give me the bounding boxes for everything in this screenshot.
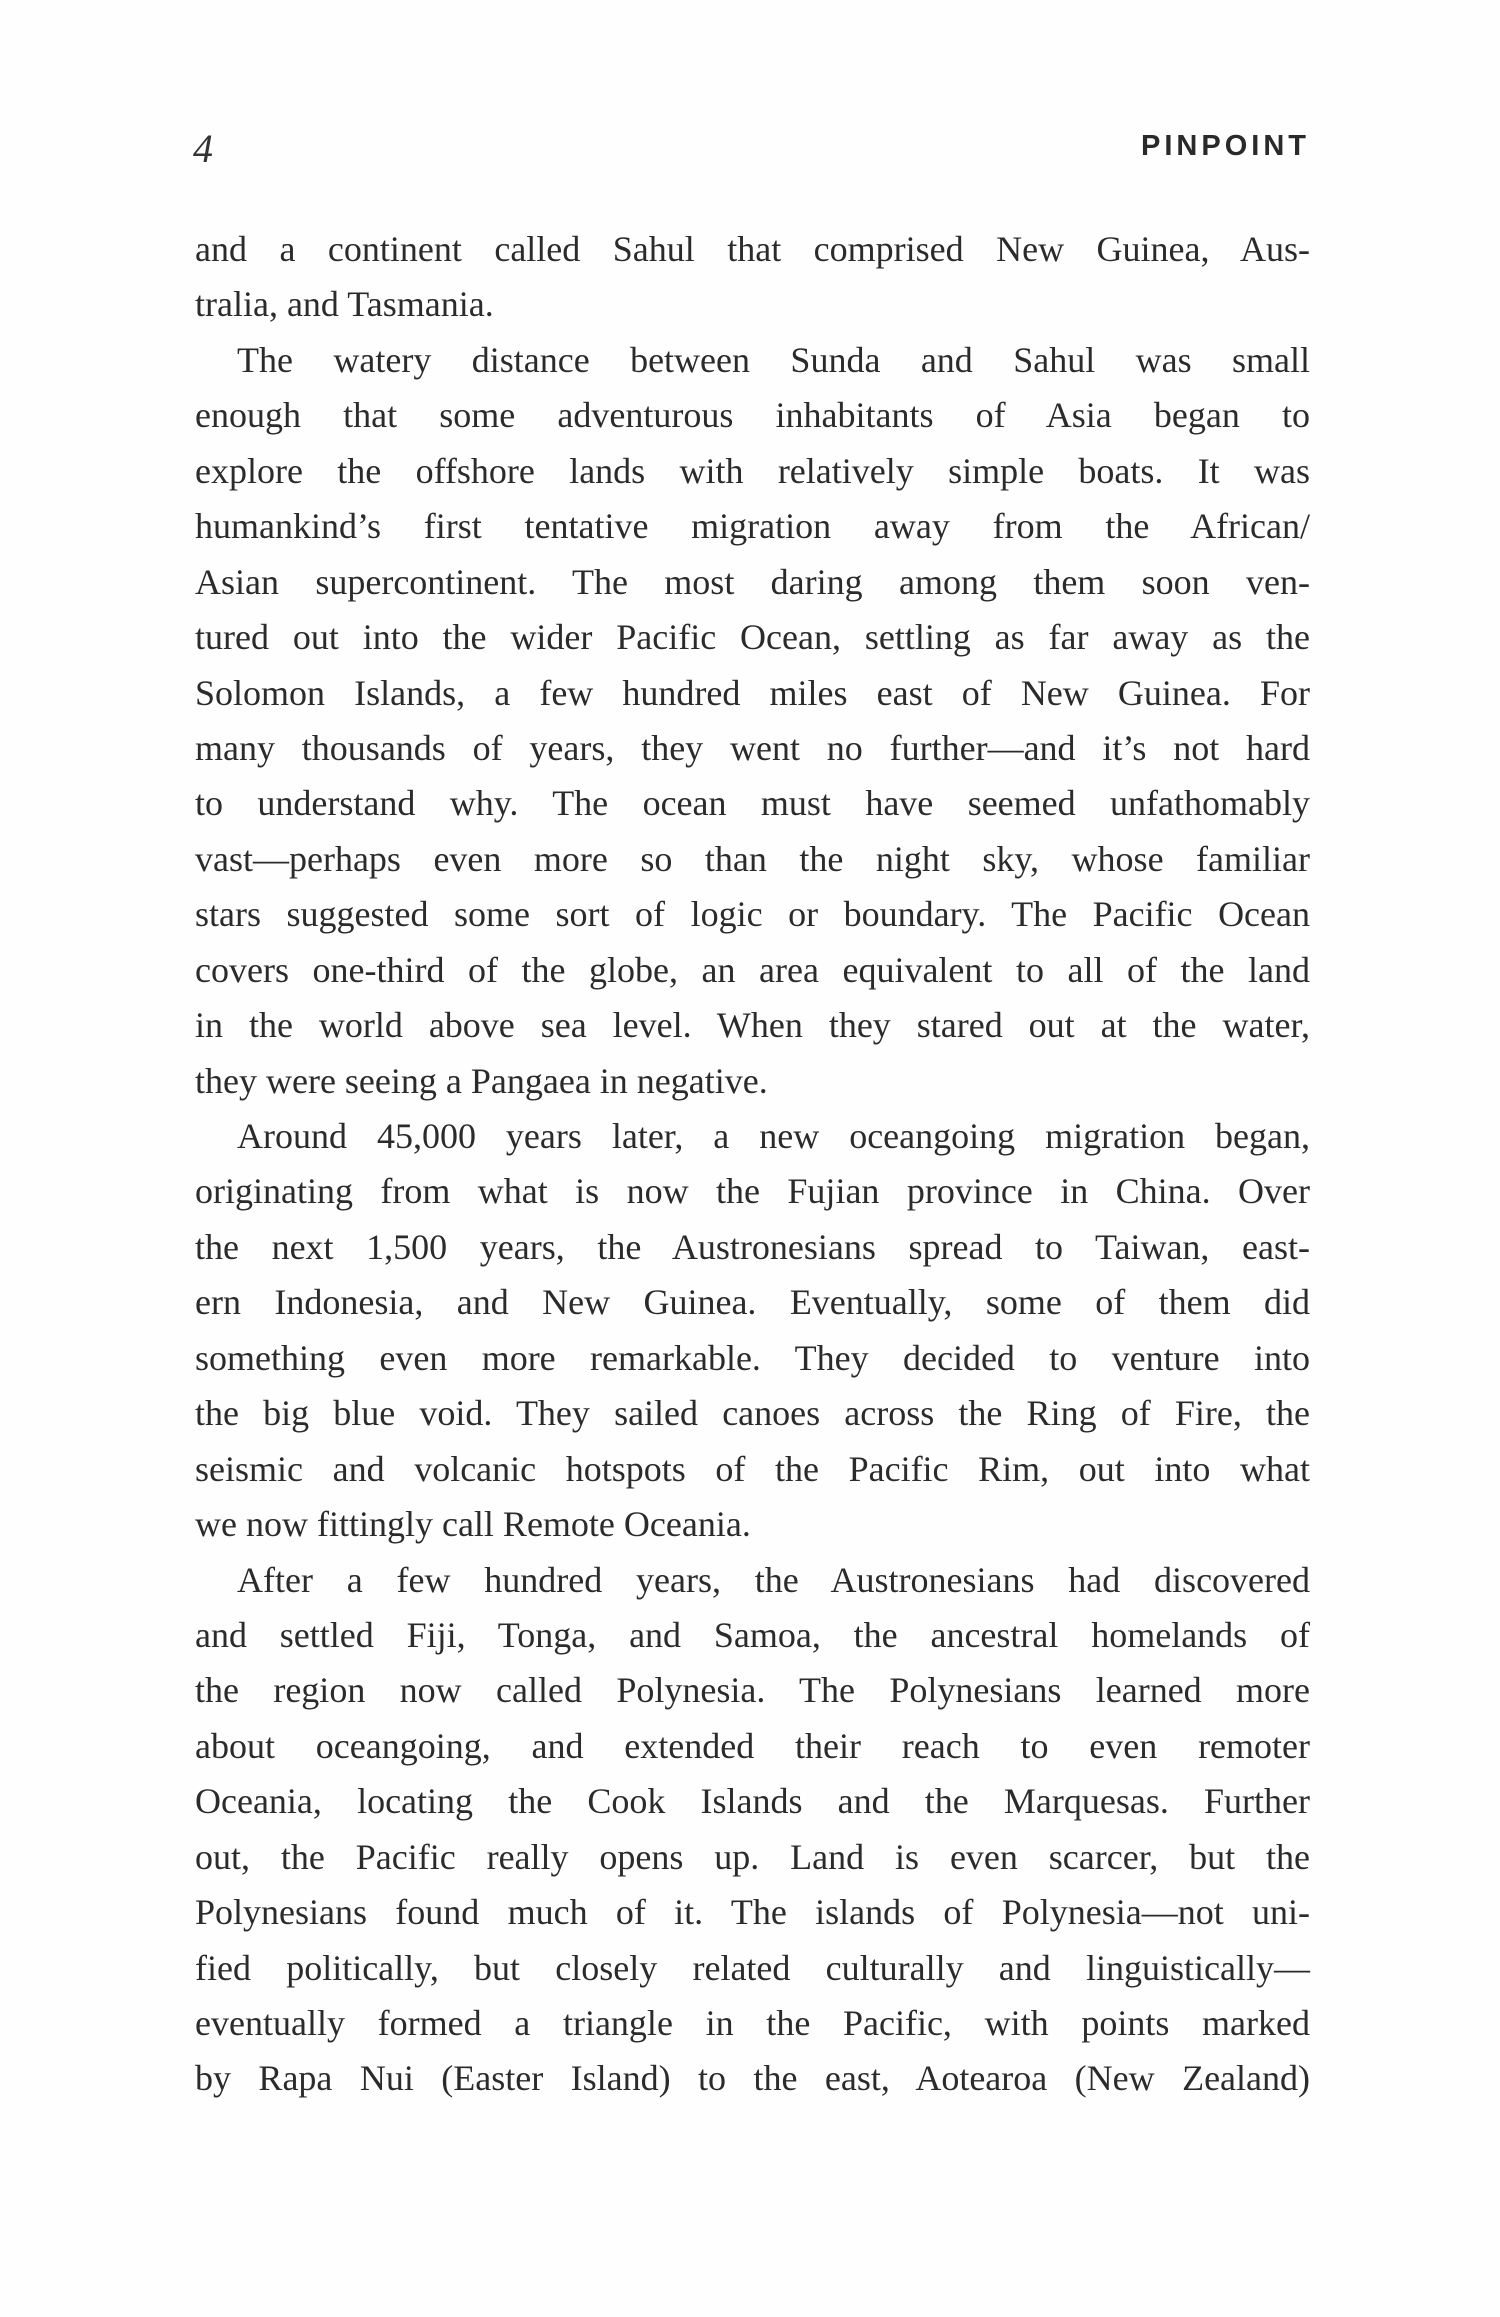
text-line: fied politically, but closely related culturally and linguistically— xyxy=(195,1947,1310,1988)
text-line: seismic and volcanic hotspots of the Pacific Rim, out into what xyxy=(195,1448,1310,1489)
text-line: in the world above sea level. When they stared out at the water, xyxy=(195,1005,1310,1046)
text-line: by Rapa Nui (Easter Island) to the east, Aotearoa (New Zealand) xyxy=(195,2058,1310,2099)
text-line: After a few hundred years, the Austronesians had discovered xyxy=(237,1559,1310,1600)
text-line: explore the offshore lands with relatively simple boats. It was xyxy=(195,450,1310,491)
text-line: Polynesians found much of it. The islands of Polynesia—not uni- xyxy=(195,1892,1310,1933)
text-line: enough that some adventurous inhabitants of Asia began to xyxy=(195,395,1310,436)
text-line: tralia, and Tasmania. xyxy=(195,284,494,325)
text-line: and settled Fiji, Tonga, and Samoa, the ancestral homelands of xyxy=(195,1614,1310,1655)
text-line: the region now called Polynesia. The Polynesians learned more xyxy=(195,1670,1310,1711)
text-line: ern Indonesia, and New Guinea. Eventually, some of them did xyxy=(195,1282,1310,1323)
running-head: PINPOINT xyxy=(1141,130,1310,162)
text-line: Solomon Islands, a few hundred miles east of New Guinea. For xyxy=(195,672,1310,713)
page-number: 4 xyxy=(193,126,213,171)
text-line: originating from what is now the Fujian province in China. Over xyxy=(195,1171,1310,1212)
text-line: eventually formed a triangle in the Pacific, with points marked xyxy=(195,2003,1310,2043)
text-line: something even more remarkable. They decided to venture into xyxy=(195,1337,1310,1378)
text-line: we now fittingly call Remote Oceania. xyxy=(195,1504,751,1545)
text-line: The watery distance between Sunda and Sahul was small xyxy=(237,339,1310,380)
text-line: humankind’s first tentative migration away from the African/ xyxy=(195,506,1310,547)
text-line: the big blue void. They sailed canoes across the Ring of Fire, the xyxy=(195,1393,1310,1434)
text-line: the next 1,500 years, the Austronesians spread to Taiwan, east- xyxy=(195,1226,1310,1267)
text-line: stars suggested some sort of logic or boundary. The Pacific Ocean xyxy=(195,894,1310,935)
body-text xyxy=(195,222,1310,2107)
text-line: Around 45,000 years later, a new oceangoing migration began, xyxy=(237,1116,1310,1156)
text-line: many thousands of years, they went no further—and it’s not hard xyxy=(195,727,1310,768)
text-line: to understand why. The ocean must have seemed unfathomably xyxy=(195,783,1310,824)
text-line: out, the Pacific really opens up. Land is even scarcer, but the xyxy=(195,1836,1310,1877)
text-line: vast—perhaps even more so than the night sky, whose familiar xyxy=(195,838,1310,879)
text-line: and a continent called Sahul that comprised New Guinea, Aus- xyxy=(195,229,1310,269)
text-line: they were seeing a Pangaea in negative. xyxy=(195,1060,768,1101)
text-line: tured out into the wider Pacific Ocean, settling as far away as the xyxy=(195,617,1310,658)
text-line: covers one-third of the globe, an area equivalent to all of the land xyxy=(195,949,1310,990)
text-line: about oceangoing, and extended their reach to even remoter xyxy=(195,1725,1310,1766)
text-line: Asian supercontinent. The most daring among them soon ven- xyxy=(195,561,1310,602)
text-line: Oceania, locating the Cook Islands and the Marquesas. Further xyxy=(195,1781,1310,1822)
